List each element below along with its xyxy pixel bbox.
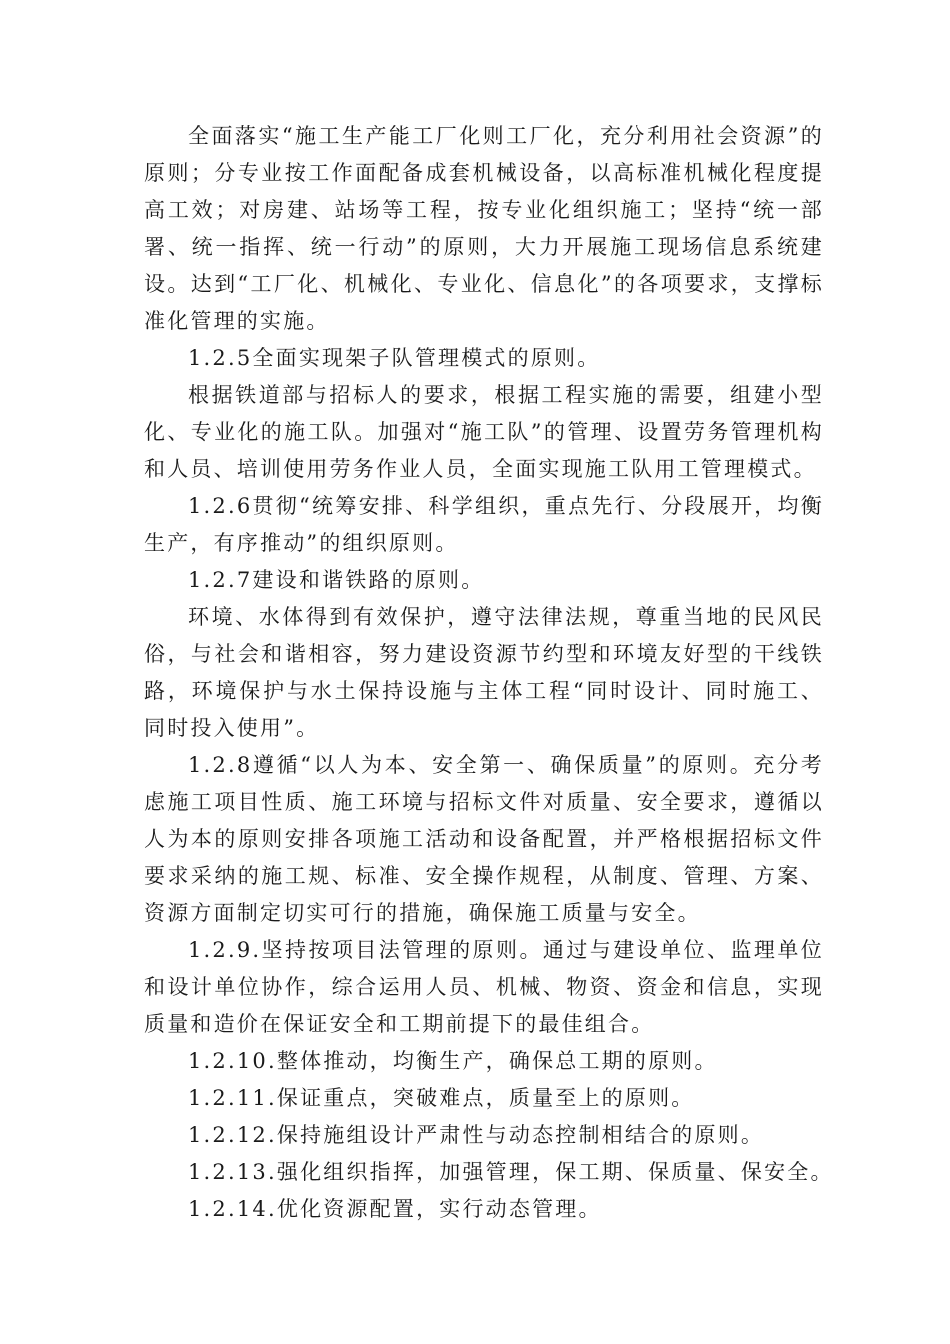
paragraph-1-2-6: 1.2.6贯彻“统筹安排、科学组织，重点先行、分段展开，均衡生产，有序推动”的组织原则。 xyxy=(144,494,824,555)
item-1-2-10: 1.2.10.整体推动，均衡生产，确保总工期的原则。 xyxy=(188,1049,718,1073)
document-page xyxy=(144,118,834,1228)
heading-1-2-7: 1.2.7建设和谐铁路的原则。 xyxy=(188,568,485,592)
paragraph-principles-intro: 全面落实“施工生产能工厂化则工厂化，充分利用社会资源”的原则；分专业按工作面配备成套机械设备，以高标准机械化程度提高工效；对房建、站场等工程，按专业化组织施工；坚持“统一部署、统一指挥、统一行动”的原则，大力开展施工现场信息系统建设。达到“工厂化、机械化、专业化、信息化”的各项要求，支撑标准化管理的实施。 xyxy=(144,124,824,333)
paragraph-1-2-8: 1.2.8遵循“以人为本、安全第一、确保质量”的原则。充分考虑施工项目性质、施工环境与招标文件对质量、安全要求，遵循以人为本的原则安排各项施工活动和设备配置，并严格根据招标文件要求采纳的施工规、标准、安全操作规程，从制度、管理、方案、资源方面制定切实可行的措施，确保施工质量与安全。 xyxy=(144,753,824,925)
paragraph-environment: 环境、水体得到有效保护，遵守法律法规，尊重当地的民风民俗，与社会和谐相容，努力建设资源节约型和环境友好型的干线铁路，环境保护与水土保持设施与主体工程“同时设计、同时施工、同时投入使用”。 xyxy=(144,605,824,740)
paragraph-1-2-9: 1.2.9.坚持按项目法管理的原则。通过与建设单位、监理单位和设计单位协作，综合运用人员、机械、物资、资金和信息，实现质量和造价在保证安全和工期前提下的最佳组合。 xyxy=(144,938,824,1036)
heading-1-2-5: 1.2.5全面实现架子队管理模式的原则。 xyxy=(188,346,601,370)
item-1-2-11: 1.2.11.保证重点，突破难点，质量至上的原则。 xyxy=(188,1086,695,1110)
item-1-2-13: 1.2.13.强化组织指挥，加强管理，保工期、保质量、保安全。 xyxy=(188,1160,834,1184)
item-1-2-12: 1.2.12.保持施组设计严肃性与动态控制相结合的原则。 xyxy=(188,1123,765,1147)
paragraph-construction-team: 根据铁道部与招标人的要求，根据工程实施的需要，组建小型化、专业化的施工队。加强对“施工队”的管理、设置劳务管理机构和人员、培训使用劳务作业人员，全面实现施工队用工管理模式。 xyxy=(144,383,824,481)
item-1-2-14: 1.2.14.优化资源配置，实行动态管理。 xyxy=(188,1197,602,1221)
